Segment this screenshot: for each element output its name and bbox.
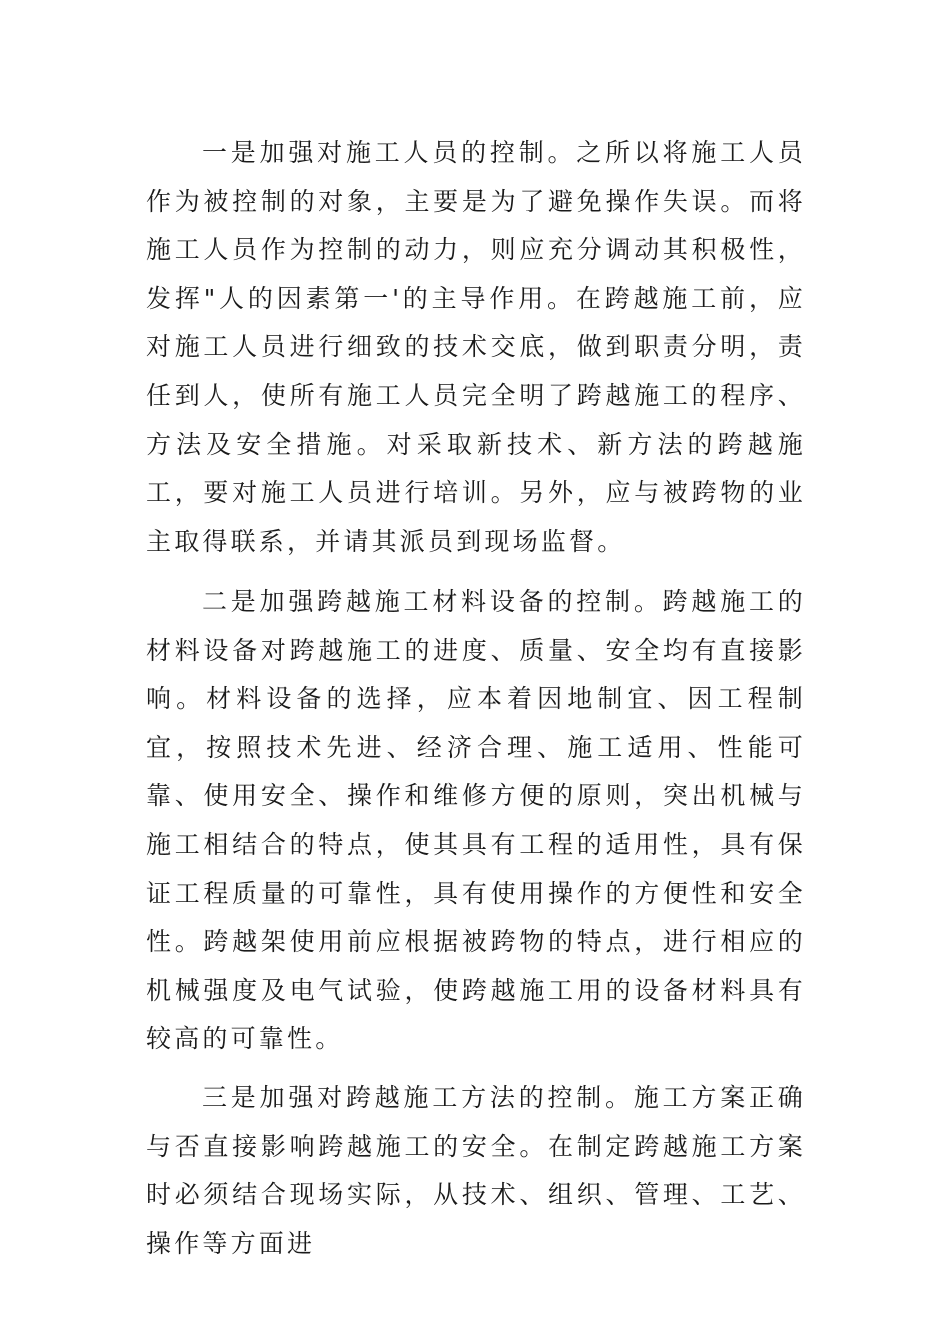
paragraph-personnel-control: 一是加强对施工人员的控制。之所以将施工人员作为被控制的对象，主要是为了避免操作失误。而将施工人员作为控制的动力，则应充分调动其积极性，发挥"人的因素第一'的主导作用。在跨越施工前，应对施工人员进行细致的技术交底，做到职责分明，责任到人，使所有施工人员完全明了跨越施工的程序、方法及安全措施。对采取新技术、新方法的跨越施工，要对施工人员进行培训。另外，应与被跨物的业主取得联系，并请其派员到现场监督。 — [146, 138, 806, 556]
paragraph-materials-equipment-control: 二是加强跨越施工材料设备的控制。跨越施工的材料设备对跨越施工的进度、质量、安全均有直接影响。材料设备的选择，应本着因地制宜、因工程制宜，按照技术先进、经济合理、施工适用、性能可靠、使用安全、操作和维修方便的原则，突出机械与施工相结合的特点，使其具有工程的适用性，具有保证工程质量的可靠性，具有使用操作的方便性和安全性。跨越架使用前应根据被跨物的特点，进行相应的机械强度及电气试验，使跨越施工用的设备材料具有较高的可靠性。 — [146, 587, 806, 1054]
paragraph-construction-method-control: 三是加强对跨越施工方法的控制。施工方案正确与否直接影响跨越施工的安全。在制定跨越施工方案时必须结合现场实际，从技术、组织、管理、工艺、操作等方面进 — [146, 1083, 806, 1258]
